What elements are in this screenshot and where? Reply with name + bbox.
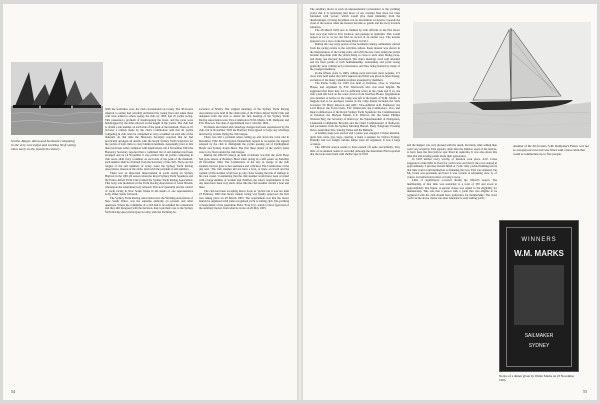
paragraph: The 1903-04 season seems to have passed off quite successfully. Very little of an unusual nature is recorded although the Australian Field reported that the boats were lined with shellac tape in 1903 bbox=[310, 145, 400, 157]
yacht-race-illustration bbox=[11, 62, 103, 135]
poster-line: W.M. MARKS bbox=[514, 249, 564, 258]
paragraph: The Easter Camp for 1903 was held at Vaucluse, close to Vaucluse House, and organised by F.W. Wentworth who was most helpful. He suggested that there may not be sufficient water in the creek and if so, the club could fall back on the water service from Vaucluse House. Organisation was detailed. A harbor in the camp was left in the hands of W.M. Marks. A flagpole had to be arranged. Guests at the camp dinner included the State Governor Sir Harry Rawson and ADC; Vice-Admiral A.D. Fanshawe; the Lord Mayor; the Town Clerk, F.W. Wentworth; the Commodore, Vice- and Rear-Commodores of the Royal Sydney Yacht Squadron; the Commissioners of Taxation; the Harbour Master, C.E. Philcox; Mr. the Sealer Phillips Watsons Bay; the Secretary of Railways; the Superintendent of Navigation, Lieutenant-Commander Bowden and the Chief Commissioner of Railways, and journalists from the Sydney Morning Herald, Daily Telegraph, Evening News, Australian Star, Sunday Times and the Bulletin. bbox=[310, 81, 400, 132]
paragraph: With the festivities over, the club concentrated on racing. The 30-footers referred to earlier had certainly enlivened the racing fleet and when these craft were added to others racing, the club, by 1903, had 25 yachts racing. This presented a problem of handicapping the boats, and the races were handicapped by the time allowed on the length of the yachts. The club had to obtain a sail number on each side of the peak of the mainsail. Then on 10 October a remark made by the club's Commodore said that all yachts competing in club races be compelled to carry a number on each side of the mainsail. At that time the Honorary Secretary reported that he had practically arranged all details with the Royal Sydney Yacht Squadron for the yachts of both clubs to carry identical numbers. Apparently prior to this there had been some confusion with duplications. On 4 November 1903 the Honorary Secretary reported that a combined list of sail numbers had been arranged and on 14 November it was carried 'that all yachts competing in club races, shall carry a number on each side of the peak of the mainsail, such number shall be obtained from the Secretary of the club'. Those are the origins of the sail numbers of today. Later the Sydney Yacht Racing Association, instead of the clubs, dealt with the problem of sail numbers. bbox=[105, 107, 193, 172]
petrel-yacht-illustration bbox=[413, 22, 591, 138]
photo-caption: Scotia, Magic, Rona and Sunbeam competing in the very successful and exciting 30-ft rating class early in the twentieth century. bbox=[11, 139, 76, 152]
right-page bbox=[303, 4, 597, 400]
left-column-1 bbox=[105, 108, 193, 214]
paragraph: Little of significance occurred during the 1904-05 season. The membership of that time was restricted to a total of 350 and stood at approximately that figure. A special clause was added to the eligibility for membership. This was that a person with a yacht that was eligible to be registered with the club should have preference for membership. The word 'yacht' in the above clause was later amended to read 'sailing yacht'. bbox=[407, 178, 497, 201]
paragraph: Problems associated with wharfage charges had been experienced by the club, but in November 1903 the Harbour Trust agreed to forgo any wharfage incurred by vessels flying the club burgee. bbox=[199, 124, 289, 136]
paragraph: The club had been accepting motor boats as 'yachts' but it was not until 23 February 1903 that motor launch racing was finally approved, the first race taking place on 28 March 1903. The requirement was that the motor launch be registered with some recognised yacht or sailing club. The yachting correspondent of the Australian Field, 'Fore Top', seems to have approved of the auxiliary motors from what he wrote on 20 May 1903: bbox=[199, 188, 290, 211]
paragraph: In 1903 neither every worthy of mention took place. A.W. Crane suggested a time limit be fixed for yacht races and that if the races started at approximately 3 pm they should finish at 7 pm. Only yachts finishing before that time could count themselves as finishing the race. This was defeated, but Mr. Crane was persistent and later it was carried. A refreshing view is, of course, an instruction in more of today's races. bbox=[407, 157, 497, 179]
petrel-caption: Another of the 30-ft raters, S.M. Dempster's Petrel, was not so out-and-out racer but was fitted with a neat cabin that could accommodate up to five people. bbox=[513, 144, 589, 156]
page-number: 54 bbox=[11, 389, 15, 394]
paragraph: The 28 March 1903 race is claimed by club officials as the first motor boat race ever held in Port Jackson, and perhaps in Australia. This would appear to be so as we can find no record of an earlier race. The nearest appears to be a race on the Derwent River in 1911. bbox=[310, 28, 400, 43]
paragraph: There was an important improvement in yacht racing on Sydney Harbour in the 1901-02 season when the Royal Sydney Yacht Squadron and the Prince Alfred Yacht Club formed the Sydney Yacht Racing Association. This body was modelled on the Yacht Racing Association of Great Britain, whereupon the Australian body adopted. This now generally put the control of yacht racing in New South Wales in the hands of one representative body. Other States followed. bbox=[105, 170, 193, 197]
paragraph: During the very early period of the twentieth century, enthusiasts carried from the racing events to the activities ashore. Keen interest was shown in the interpretation of the racing rules, and with the new class rating the yachts became important with the yachts being so close to each other during races, and many 'sea lawyers' developed. The club's meetings were well attended and the finer points of both helmsmanship, seamanship and yacht racing generally were coming up for discussion, and they being learned by many of the younger members. bbox=[310, 42, 400, 72]
page-number: 55 bbox=[583, 389, 587, 394]
paragraph: The auxiliary motor is such an unprecedented convenience to the yachting world that it is surprising that more of our cruising fleet have not been furnished with 'power', which would give them immunity from the disadvantages of being becalmed, not an uncommon occurrence towards the close of the season when the breezes become so gentle and the sway towards sundown. bbox=[310, 7, 400, 29]
dinner-notice-poster bbox=[499, 220, 579, 372]
yacht-race-photo bbox=[11, 62, 103, 135]
left-page bbox=[3, 4, 297, 400]
paragraph: The Sydney Yacht Racing Association now the Yachting Association of New South Wales, was the supreme authority on protests and other questions. Where the committee of a club had to be satisfied the contestants and they still disagreed with the decision, they took their case to the Sydney Yacht Racing Association (just as today with the Yachting As- bbox=[105, 195, 193, 214]
poster-artwork bbox=[514, 265, 564, 325]
paragraph: There was still a problem when calling up and down the coast and in December 1902 the Navigation Department agreed to recognise the signals adopted by the club to distinguish the yachts passing out of Darlinghurst Heads and Sydney South Head. The first three letters of the yacht's name were to be flown under the club burgee. bbox=[199, 135, 289, 154]
left-column-2 bbox=[199, 108, 289, 211]
paragraph: A landing stage was erected and a piano was engaged. Cricket material, quoit bats, tents, jars, bags, catering, a band, a steamer for visitors Sydney, Friendly and two freight carbide lamps were all organised. It was a large occasion. bbox=[310, 131, 400, 146]
poster-caption: Notice of a dinner given by Walter Marks on 23 November 1903. bbox=[499, 374, 575, 383]
petrel-yacht-photo bbox=[413, 22, 591, 138]
poster-line: SAILMAKER bbox=[524, 333, 554, 339]
paragraph: During the 1902-03 season an item of interest was that the yacht Fleur had gone ashore at Bradleys Head when racing in a stiff easter on Saturday 20 December 1902. The Commodore of the day, in charge of the club steamer, had not gone to her assistance and criticised. The Commodore of the day said, 'The club steamer did not have a boat, or lines, on board and the captain of this steamer would not go any closer fearing the risk of damage to his own vessel.' Considering that the club steamer would have been crowded with a large number of women and children, the safety requirements of the day must have been very slack. After this the club steamer carried a boat and lines. bbox=[199, 153, 289, 190]
paragraph: sociation of NSW). The original meetings of the Sydney Yacht Racing Association were held in the clubrooms of the Prince Alfred Yacht Club and delegates from the club to attend the first meeting of the Sydney Yacht Racing Association were Vice-Commodore W.M. Marks, S.M. Dempster and F.W. Dawson. The date of appointment was 1 October 1902. bbox=[199, 107, 289, 126]
paragraph: In the fifteen years to 1903, sailing races had been most popular, 171 races were held under the club's auspices and 6242 was given in prize money, exclusive of the many valuable trophies presented by members. bbox=[310, 70, 400, 82]
right-column-2 bbox=[407, 144, 497, 201]
poster-line: SYDNEY bbox=[528, 343, 550, 349]
paragraph: and the skipper was very pleased with the result, but many other sailing men were very sceptical. This appears, other than the bamboo spars of the natives, to have been the first hollow spar fitted in Australia. It was also about this time that anti-fouling paints made their appearance. bbox=[407, 143, 497, 158]
right-column-1 bbox=[310, 8, 400, 157]
poster-line: WINNERS bbox=[521, 237, 557, 243]
